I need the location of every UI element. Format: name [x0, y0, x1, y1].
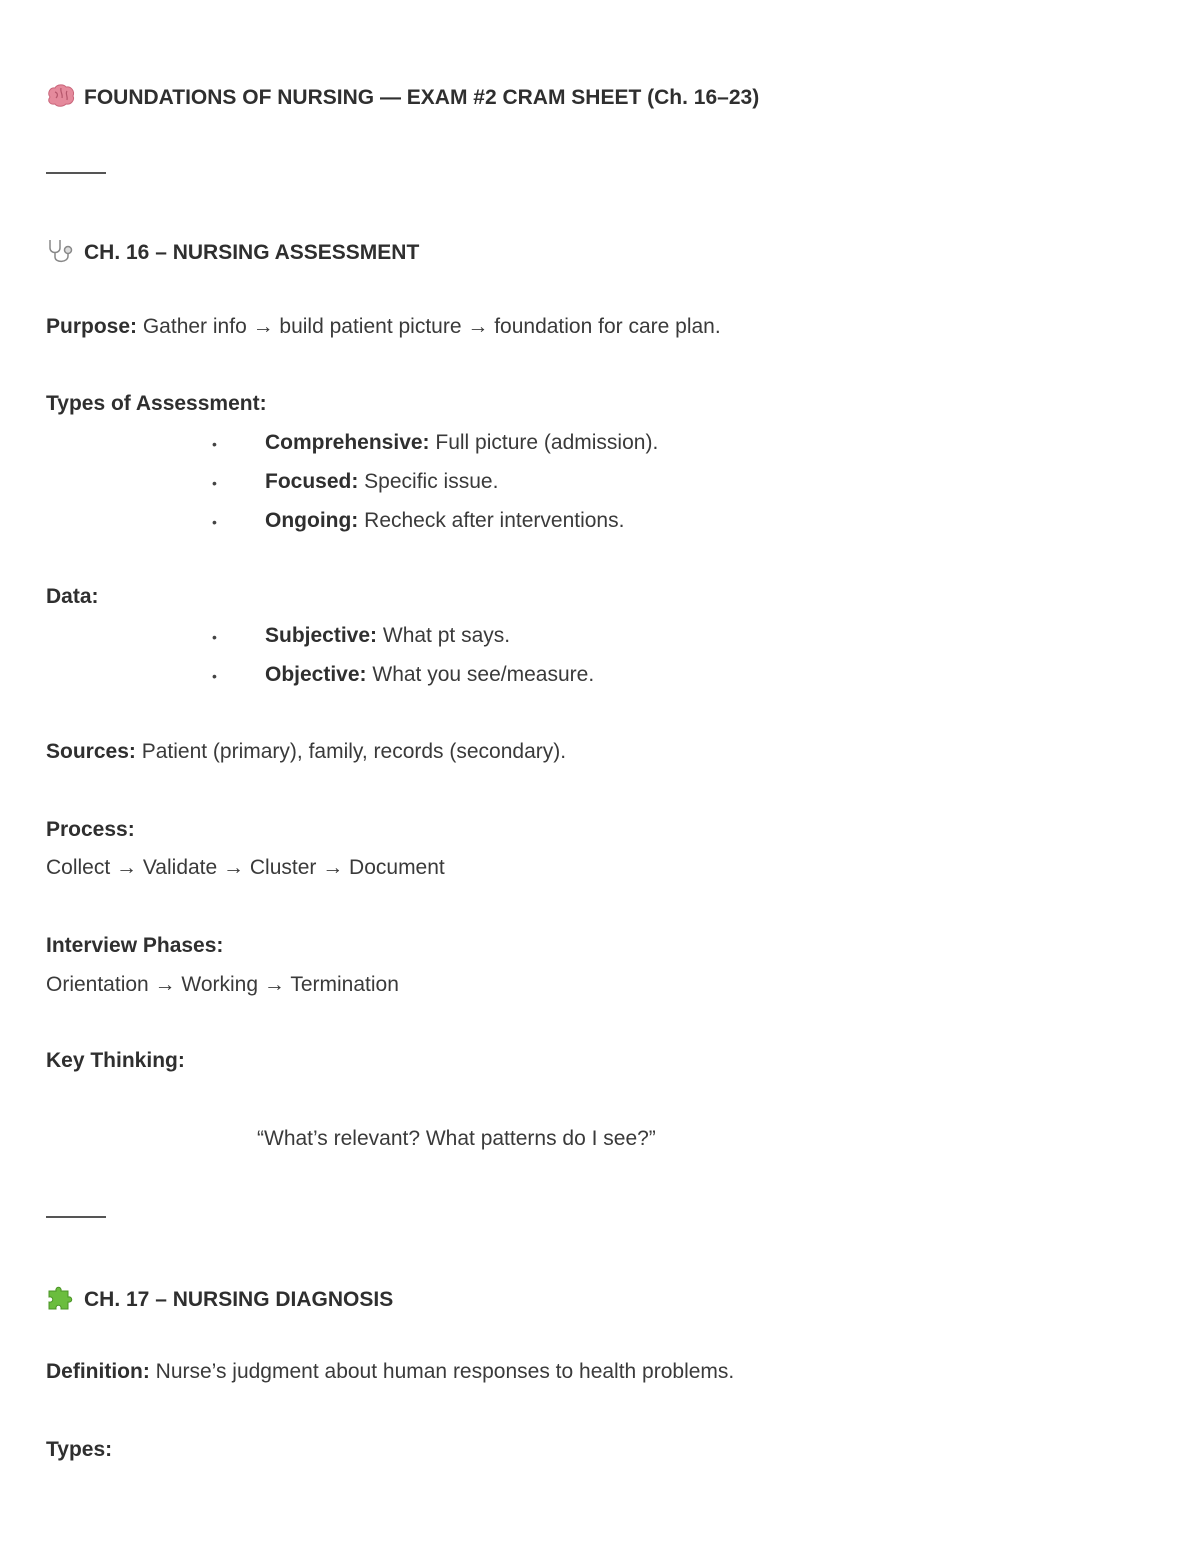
- purpose-label: Purpose:: [46, 315, 138, 338]
- list-item-text: What pt says.: [377, 624, 511, 647]
- bullet: •: [212, 668, 217, 684]
- list-item: [265, 510, 624, 531]
- data-label: Data:: [46, 585, 99, 608]
- interview-label: Interview Phases:: [46, 934, 224, 957]
- divider: [46, 1216, 106, 1218]
- bullet: •: [212, 436, 217, 452]
- definition-text: Nurse’s judgment about human responses to health problems.: [149, 1360, 735, 1383]
- list-item-text: Full picture (admission).: [429, 431, 659, 454]
- list-item-label: Objective:: [265, 663, 367, 686]
- purpose-text: Gather info → build patient picture → foundation for care plan.: [137, 315, 721, 338]
- list-item-text: Specific issue.: [358, 470, 499, 493]
- sources-label: Sources:: [46, 740, 136, 763]
- list-item-label: Ongoing:: [265, 509, 359, 532]
- process-text: Collect → Validate → Cluster → Document: [46, 856, 445, 879]
- ch17-heading-text: CH. 17 – NURSING DIAGNOSIS: [84, 1288, 394, 1311]
- ch16-heading-text: CH. 16 – NURSING ASSESSMENT: [84, 241, 420, 264]
- title-text: FOUNDATIONS OF NURSING — EXAM #2 CRAM SHEET (Ch. 16–23): [84, 86, 760, 109]
- list-item-label: Subjective:: [265, 624, 378, 647]
- sources-text: Patient (primary), family, records (secondary).: [135, 740, 567, 763]
- list-item: [265, 664, 594, 685]
- process-label: Process:: [46, 818, 135, 841]
- interview-text: Orientation → Working → Termination: [46, 973, 399, 996]
- bullet: •: [212, 629, 217, 645]
- definition-label: Definition:: [46, 1360, 150, 1383]
- key-thinking-label: Key Thinking:: [46, 1049, 185, 1072]
- ch16-heading: [46, 238, 419, 264]
- list-item-text: Recheck after interventions.: [358, 509, 625, 532]
- ch17-heading: [46, 1283, 393, 1310]
- puzzle-piece-icon: [46, 1283, 76, 1309]
- list-item: [265, 471, 498, 492]
- purpose-line: [46, 316, 721, 337]
- list-item-label: Focused:: [265, 470, 359, 493]
- list-item-text: What you see/measure.: [366, 663, 595, 686]
- types-assessment-label: Types of Assessment:: [46, 392, 267, 415]
- bullet: •: [212, 475, 217, 491]
- definition-line: [46, 1361, 734, 1382]
- list-item: [265, 625, 510, 646]
- list-item-label: Comprehensive:: [265, 431, 430, 454]
- divider: [46, 172, 106, 174]
- ch17-types-label: Types:: [46, 1438, 113, 1461]
- list-item: [265, 432, 658, 453]
- page-title: [46, 83, 759, 109]
- bullet: •: [212, 514, 217, 530]
- brain-icon: [46, 83, 76, 109]
- sources-line: [46, 741, 566, 762]
- stethoscope-icon: [46, 238, 76, 264]
- key-thinking-quote: “What’s relevant? What patterns do I see?”: [257, 1127, 656, 1150]
